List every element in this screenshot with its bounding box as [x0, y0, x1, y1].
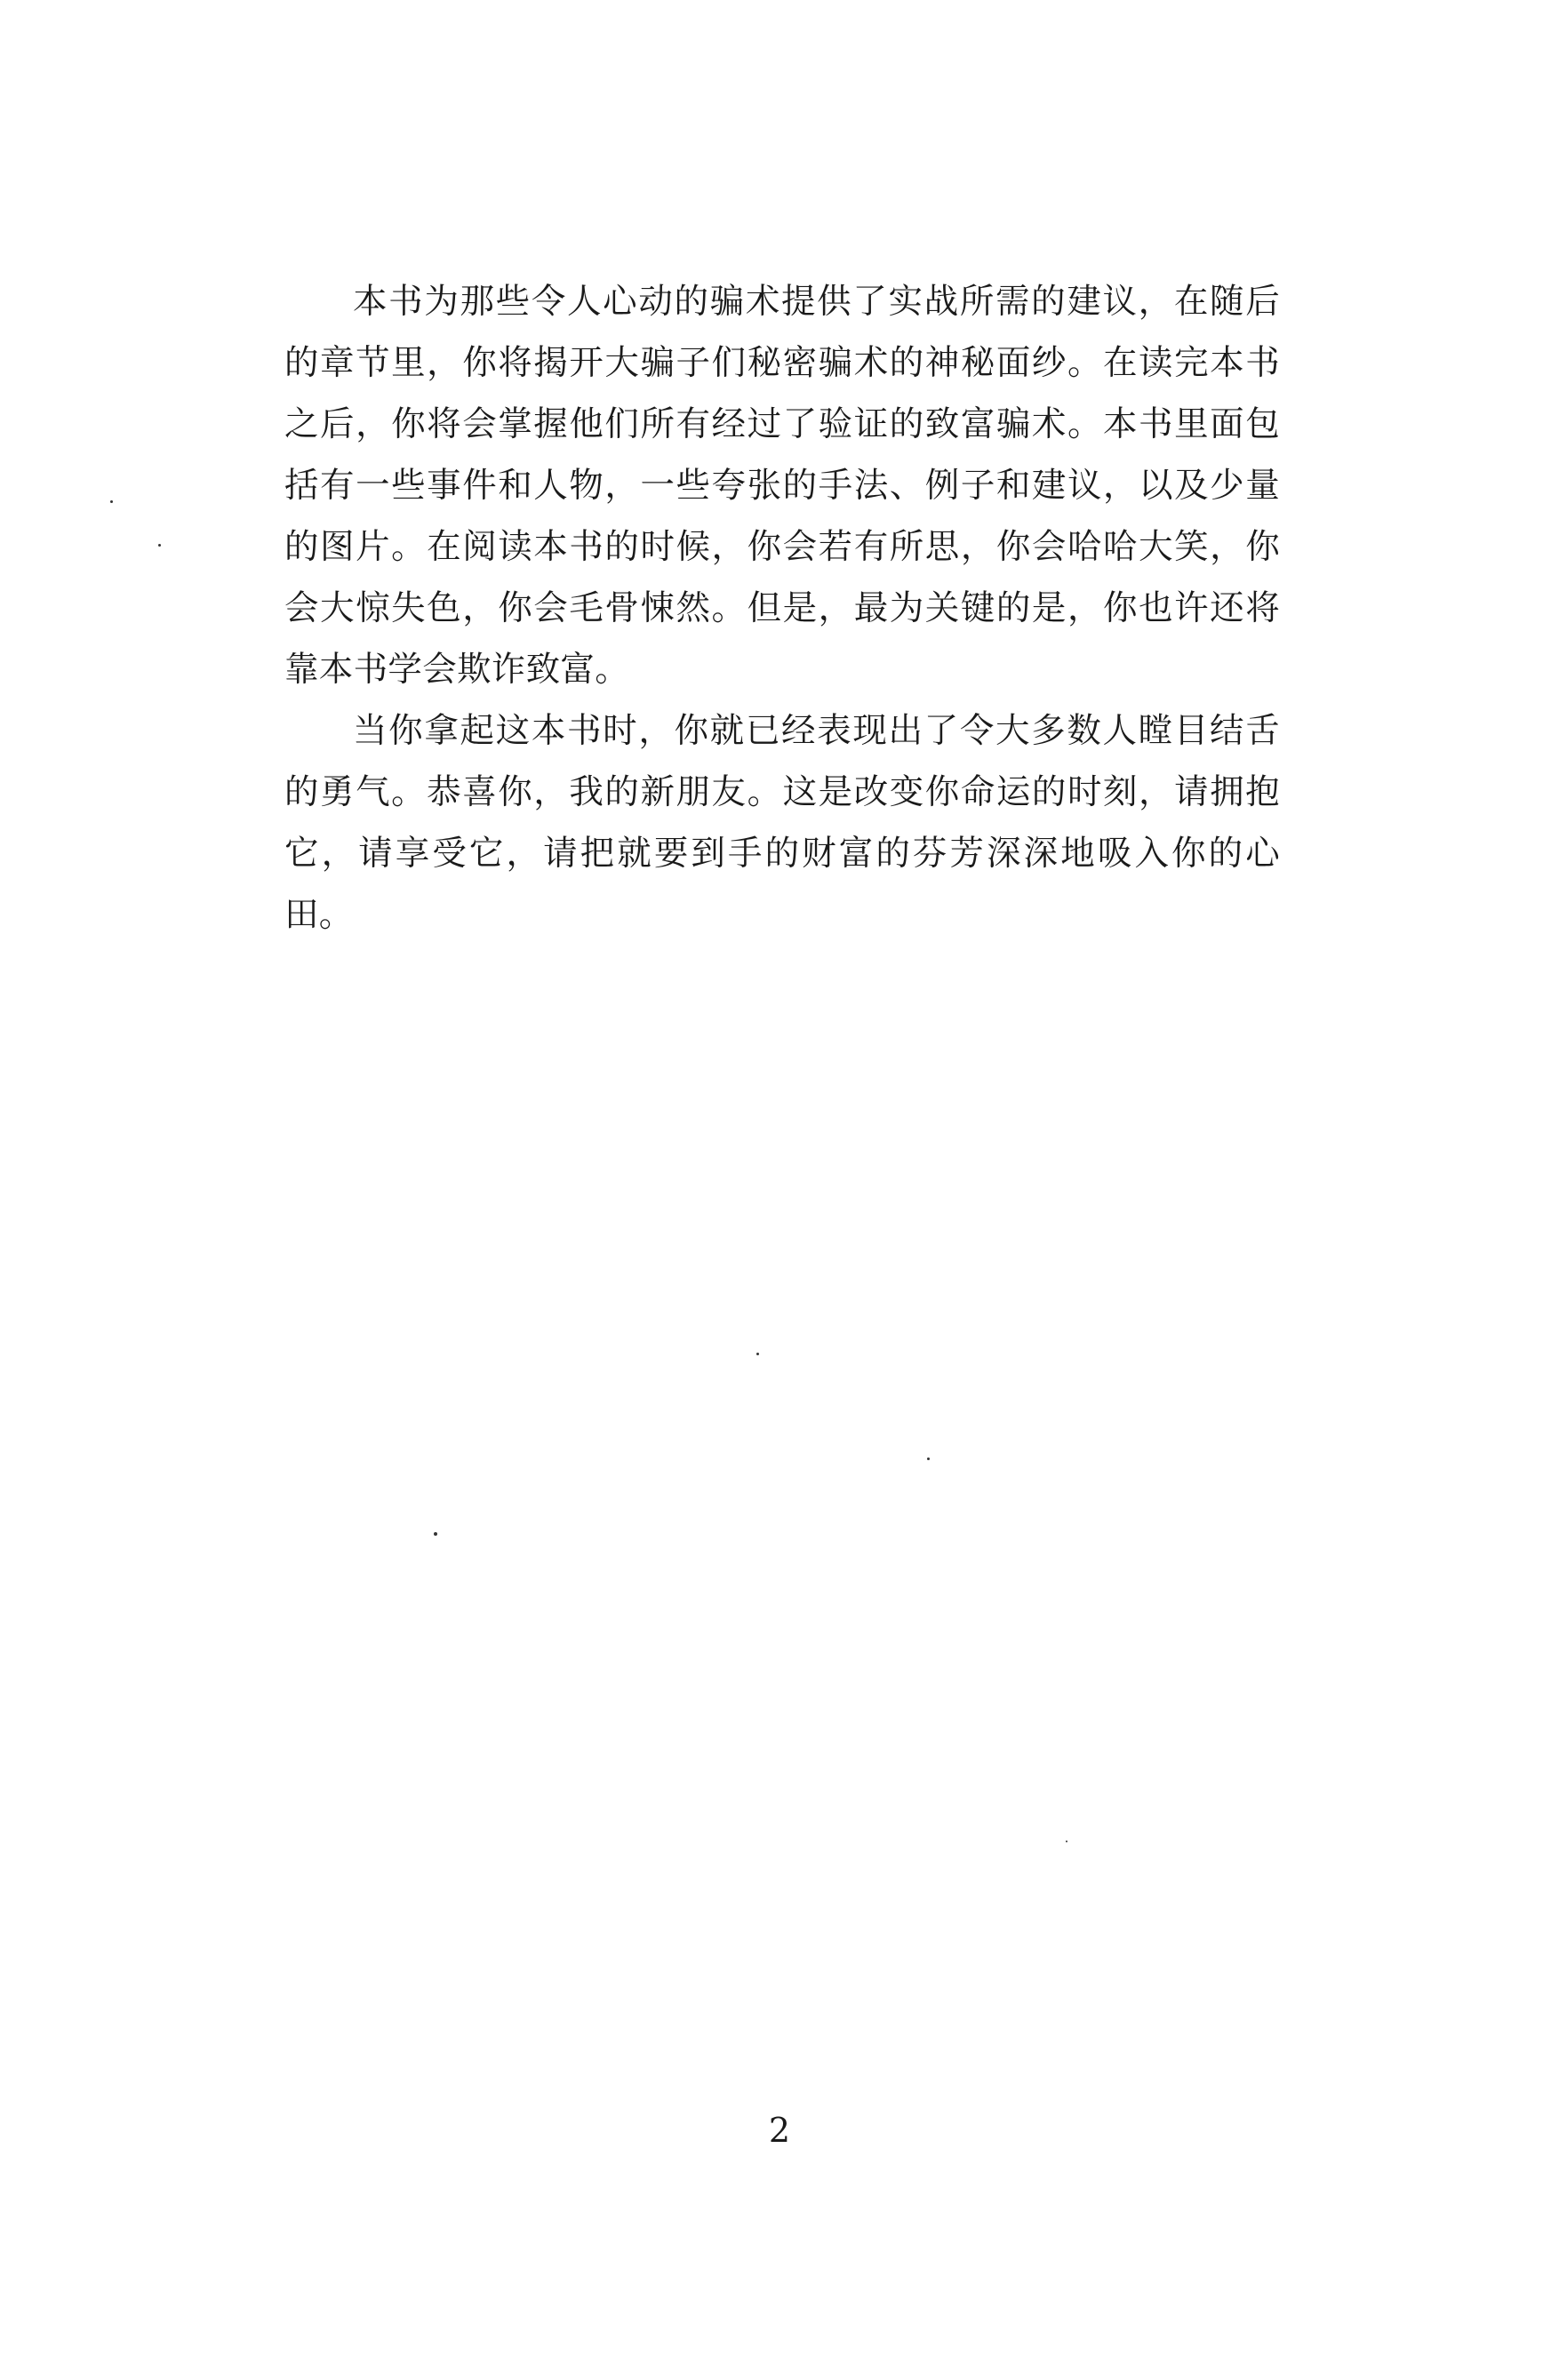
scan-speck — [1066, 1841, 1067, 1842]
paragraph-1: 本书为那些令人心动的骗术提供了实战所需的建议，在随后的章节里，你将揭开大骗子们秘密骗术的神秘面纱。在读完本书之后，你将会掌握他们所有经过了验证的致富骗术。本书里面包括有一些事件和人物，一些夸张的手法、例子和建议，以及少量的图片。在阅读本书的时候，你会若有所思，你会哈哈大笑，你会大惊失色，你会毛骨悚然。但是，最为关键的是，你也许还将靠本书学会欺诈致富。 — [284, 282, 1280, 690]
page-number: 2 — [768, 2111, 791, 2150]
scan-speck — [158, 544, 161, 547]
scan-speck — [110, 500, 113, 503]
paragraph-2: 当你拿起这本书时，你就已经表现出了令大多数人瞠目结舌的勇气。恭喜你，我的新朋友。这是改变你命运的时刻，请拥抱它，请享受它，请把就要到手的财富的芬芳深深地吸入你的心田。 — [284, 711, 1280, 935]
body-text — [284, 271, 1280, 946]
scan-speck — [927, 1458, 930, 1460]
scan-speck — [756, 1353, 759, 1355]
scan-speck — [434, 1532, 437, 1536]
